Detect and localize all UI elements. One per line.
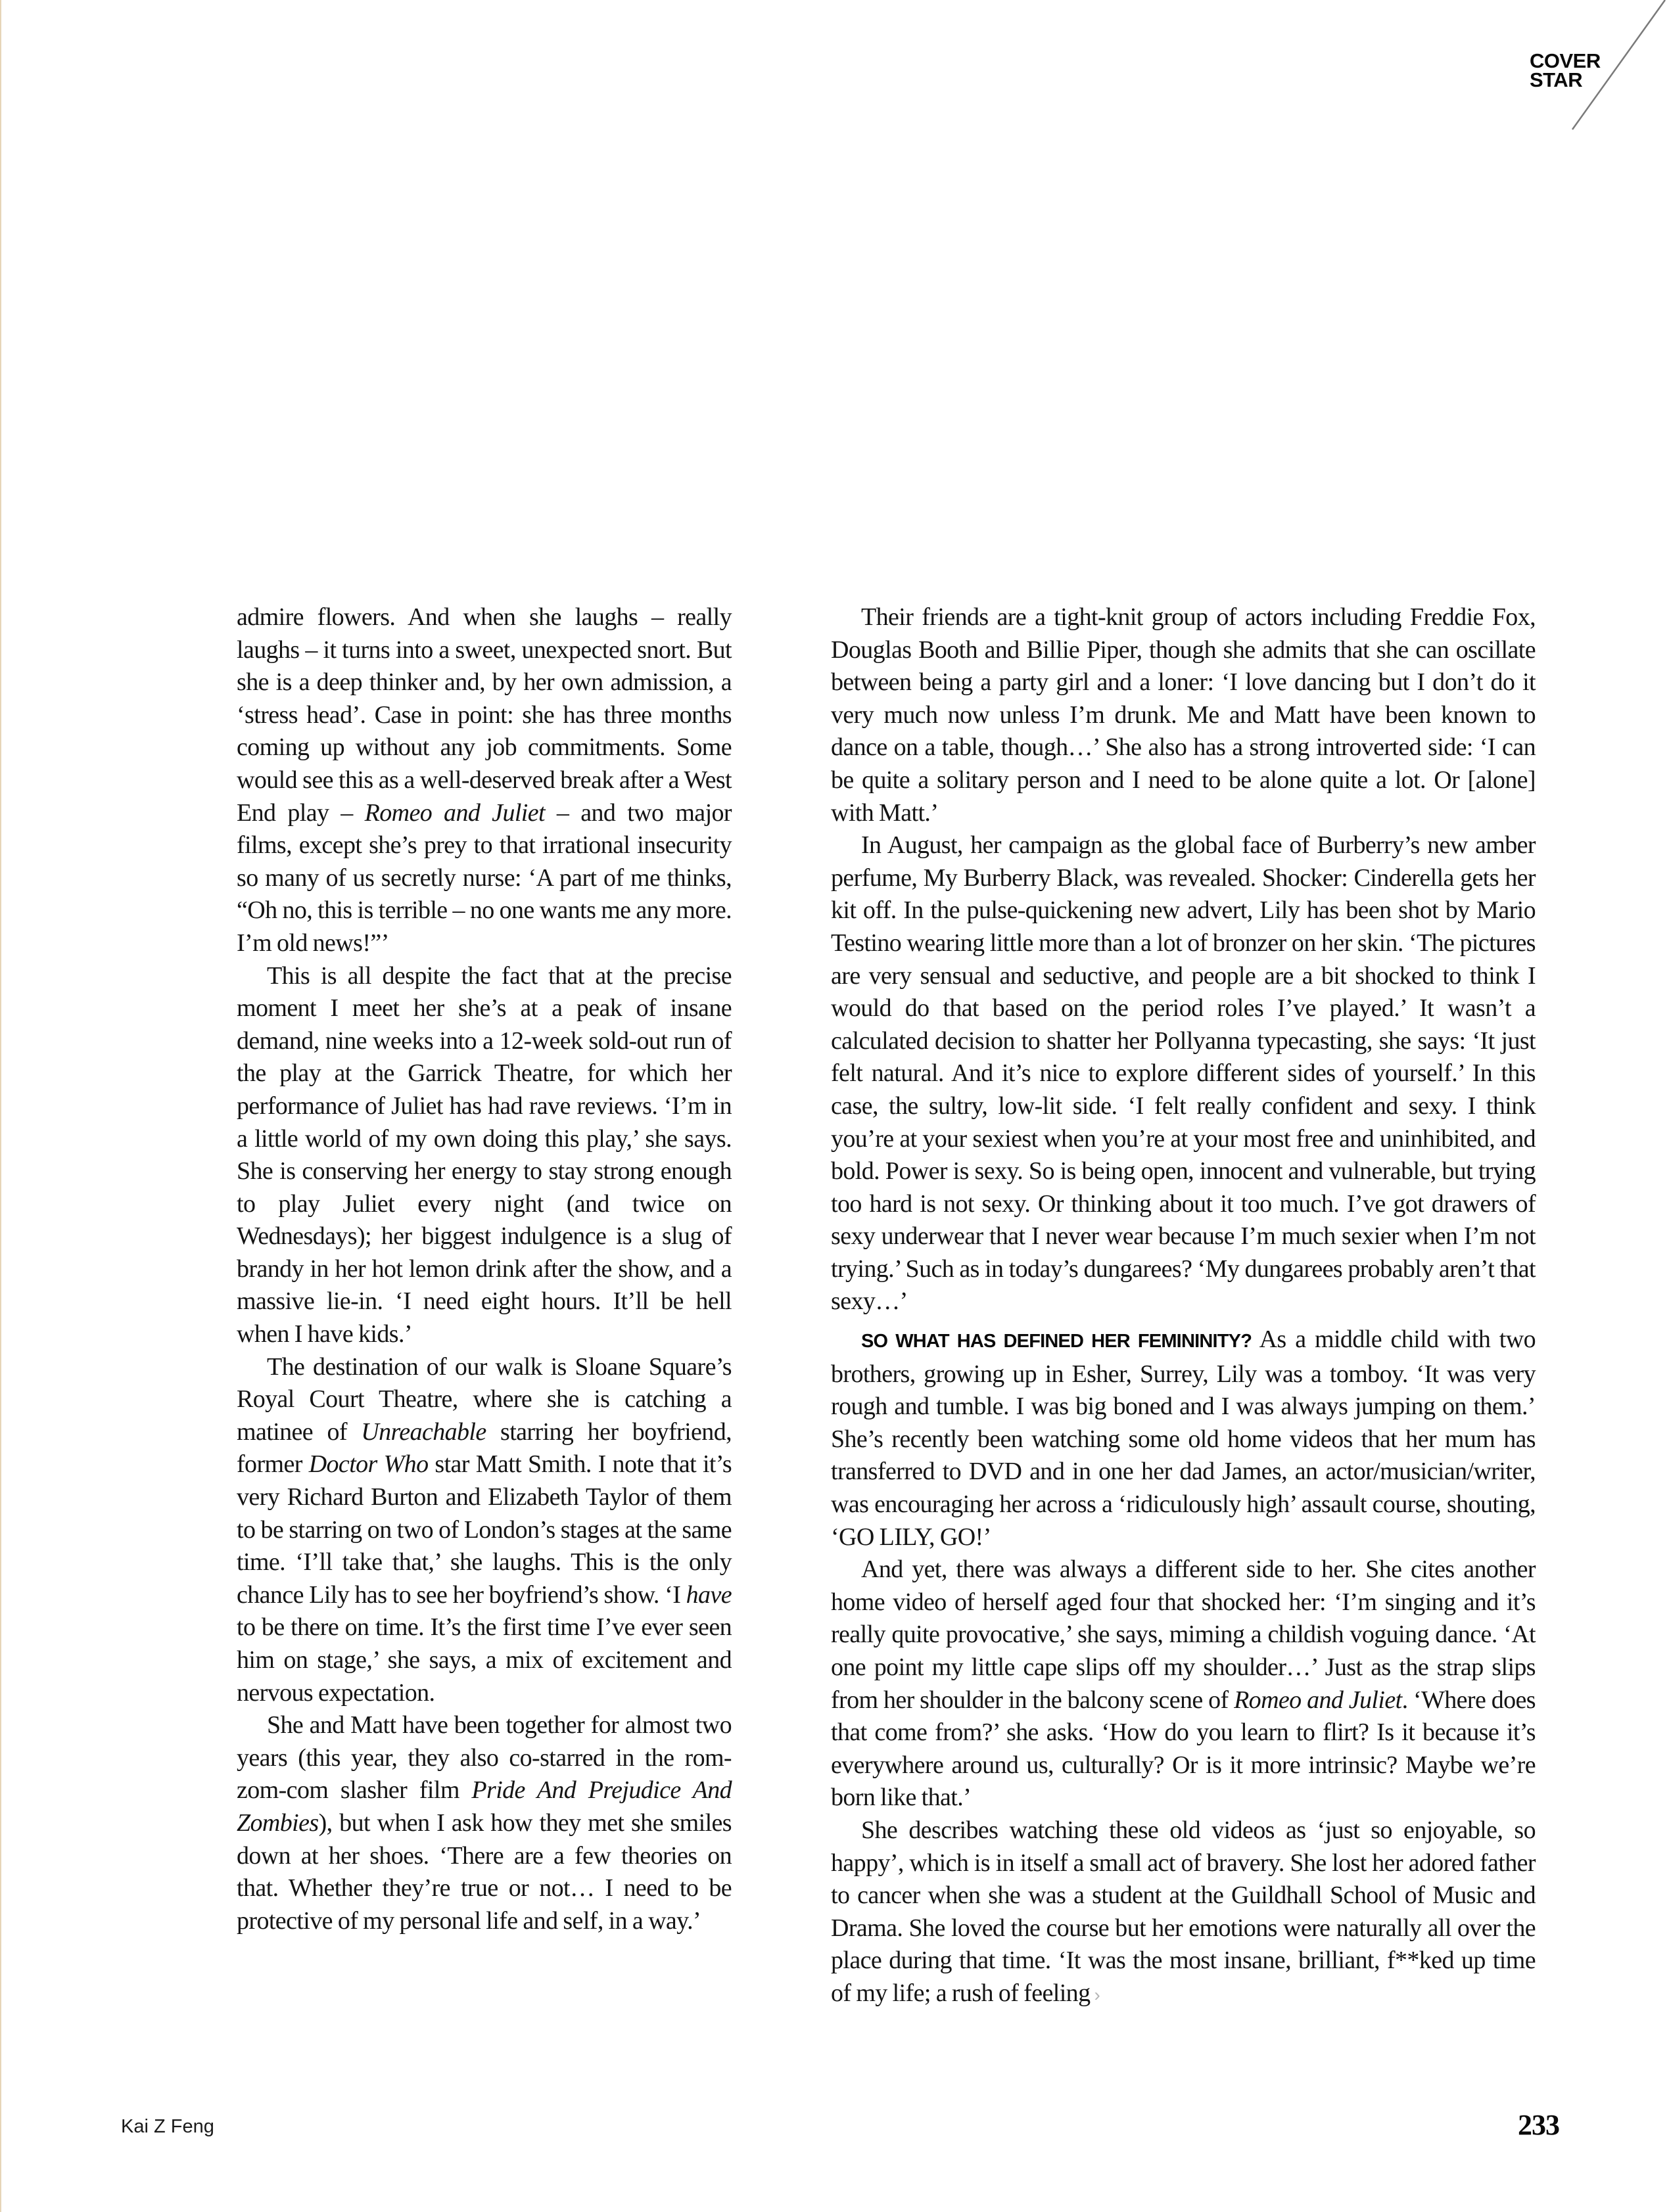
- text-run: The destination of our walk is Sloane Square’s Royal Court Theatre, where she is catching a matinee of: [237, 1352, 732, 1446]
- photo-credit: Kai Z Feng: [121, 2116, 214, 2137]
- italic-title: Unreachable: [361, 1417, 486, 1446]
- text-run: She and Matt have been together for almost two years (this year, they also co-starred in the rom-zom-com slasher film: [237, 1711, 732, 1805]
- slash-decoration-icon: [1564, 0, 1669, 131]
- page-number: 233: [1518, 2109, 1559, 2141]
- section-tag-line2: STAR: [1530, 68, 1583, 91]
- paragraph: Their friends are a tight-knit group of actors including Freddie Fox, Douglas Booth and Billie Piper, though she admits that she can oscillate between being a party girl and a loner: ‘I love dancing but I don’t do it very much now unless I’m drunk. Me and Matt have been known to dance on a table, though…’ She also has a strong introverted side: ‘I can be quite a solitary person and I need to be alone quite a lot. Or [alone] with Matt.’: [831, 603, 1536, 827]
- paragraph: In August, her campaign as the global face of Burberry’s new amber perfume, My Burberry Black, was revealed. Shocker: Cinderella gets her kit off. In the pulse-quickening new advert, Lily has been shot by Mario Testino wearing little more than a lot of bronzer on her skin. ‘The pictures are very sensual and seductive, and people are a bit shocked to think I would do that based on the period roles I’ve played.’ It wasn’t a calculated decision to shatter her Pollyanna typecasting, she says: ‘It just felt natural. And it’s nice to explore different sides of yourself.’ In this case, the sultry, low-lit side. ‘I felt really confident and sexy. I think you’re at your sexiest when you’re at your most free and uninhibited, and bold. Power is sexy. So is being open, innocent and vulnerable, but trying too hard is not sexy. Or thinking about it too much. I’ve got drawers of sexy underwear that I never wear because I’m much sexier when I’m not trying.’ Such as in today’s dungarees? ‘My dungarees probably aren’t that sexy…’: [831, 831, 1536, 1316]
- subhead: SO WHAT HAS DEFINED HER FEMININITY?: [861, 1331, 1252, 1352]
- text-run: – and two major films, except she’s prey to that irrational insecurity so many of us secretly nurse: ‘A part of me thinks, “Oh no, this is terrible – no one wants me any more. I’m old news!”’: [237, 798, 732, 957]
- text-run: star Matt Smith. I note that it’s very Richard Burton and Elizabeth Taylor of them to be starring on two of London’s stages at the same time. ‘I’ll take that,’ she laughs. This is the only chance Lily has to see her boyfriend’s show. ‘I: [237, 1450, 732, 1609]
- paragraph: [831, 1554, 1536, 1814]
- article-column-left: [237, 601, 732, 1937]
- text-run: admire flowers. And when she laughs – really laughs – it turns into a sweet, unexpected snort. But she is a deep thinker and, by her own admission, a ‘stress head’. Case in point: she has three months coming up without any job commitments. Some would see this as a well-deserved break after a West End play –: [237, 603, 732, 827]
- italic-title: Doctor Who: [308, 1450, 429, 1479]
- paragraph: This is all despite the fact that at the precise moment I meet her she’s at a peak of insane demand, nine weeks into a 12-week sold-out run of the play at the Garrick Theatre, for which her performance of Juliet has had rave reviews. ‘I’m in a little world of my own doing this play,’ she says. She is conserving her energy to stay strong enough to play Juliet every night (and twice on Wednesdays); her biggest indulgence is a slug of brandy in her hot lemon drink after the show, and a massive lie-in. ‘I need eight hours. It’ll be hell when I have kids.’: [237, 961, 732, 1348]
- paragraph: [831, 1324, 1536, 1554]
- text-run: to be there on time. It’s the first time I’ve ever seen him on stage,’ she says, a mix of excitement and nervous expectation.: [237, 1613, 732, 1707]
- italic-title: Romeo and Juliet: [364, 798, 545, 827]
- text-run: She describes watching these old videos as ‘just so enjoyable, so happy’, which is in itself a small act of bravery. She lost her adored father to cancer when she was a student at the Guildhall School of Music and Drama. She loved the course but her emotions were naturally all over the place during that time. ‘It was the most insane, brilliant, f**ked up time of my life; a rush of feeling: [831, 1816, 1536, 2007]
- paragraph: [237, 601, 732, 960]
- article-column-right: [831, 601, 1536, 2012]
- continue-arrow-icon: ›: [1094, 1984, 1100, 2005]
- section-tag-line1: COVER: [1530, 49, 1601, 72]
- text-run: And yet, there was always a different side to her. She cites another home video of herself aged four that shocked her: ‘I’m singing and it’s really quite provocative,’ she says, miming a childish voguing dance. ‘At one point my little cape slips off my shoulder…’ Just as the strap slips from her shoulder in the balcony scene of: [831, 1555, 1536, 1714]
- paragraph: [831, 1814, 1536, 2012]
- text-run: starring her boyfriend, former: [237, 1417, 732, 1479]
- italic-title: Pride And Prejudice And Zombies: [237, 1776, 732, 1837]
- italic-title: Romeo and Juliet: [1234, 1686, 1402, 1714]
- text-run: As a middle child with two brothers, growing up in Esher, Surrey, Lily was a tomboy. ‘It was very rough and tumble. I was big boned and I was always jumping on them.’ She’s recently been watching some old home videos that her mum has transferred to DVD and in one her dad James, an actor/musician/writer, was encouraging her across a ‘ridiculously high’ assault course, shouting, ‘GO LILY, GO!’: [831, 1325, 1536, 1551]
- page-edge: [0, 0, 1, 2212]
- text-run: . ‘Where does that come from?’ she asks. ‘How do you learn to flirt? Is it because it’s everywhere around us, culturally? Or is it more intrinsic? Maybe we’re born like that.’: [831, 1686, 1536, 1812]
- paragraph: [237, 1351, 732, 1710]
- italic-emphasis: have: [686, 1580, 732, 1609]
- paragraph: [237, 1709, 732, 1937]
- text-run: ), but when I ask how they met she smiles down at her shoes. ‘There are a few theories on that. Whether they’re true or not… I need to be protective of my personal life and self, in a way.’: [237, 1809, 732, 1935]
